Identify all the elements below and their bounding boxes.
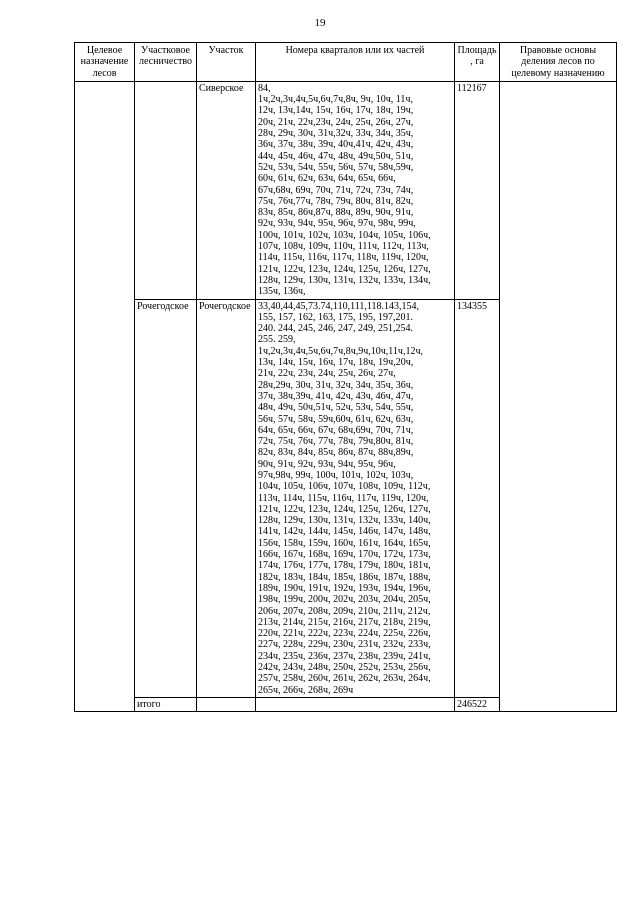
cell-quarters: 84, 1ч,2ч,3ч,4ч,5ч,6ч,7ч,8ч, 9ч, 10ч, 11ч, 12ч, 13ч,14ч, 15ч, 16ч, 17ч, 18ч, 19ч, 20ч, 21ч, 22ч,23ч, 24ч, 25ч, 26ч, 27ч, 28ч, 29ч, 30ч, 31ч,32ч, 33ч, 34ч, 35ч, 36ч, 37ч, 38ч, 39ч, 40ч,41ч, 42ч, 43ч, 44ч, 45ч, 46ч, 47ч, 48ч, 49ч,50ч, 51ч, 52ч, 53ч, 54ч, 55ч, 56ч, 57ч, 58ч,59ч, 60ч, 61ч, 62ч, 63ч, 64ч, 65ч, 66ч, 67ч,68ч, 69ч, 70ч, 71ч, 72ч, 73ч, 74ч, 75ч, 76ч,77ч, 78ч, 79ч, 80ч, 81ч, 82ч, 83ч, 85ч, 86ч,87ч, 88ч, 89ч, 90ч, 91ч, 92ч, 93ч, 94ч, 95ч, 96ч, 97ч, 98ч, 99ч, 100ч, 101ч, 102ч, 103ч, 104ч, 105ч, 106ч, 107ч, 108ч, 109ч, 110ч, 111ч, 112ч, 113ч, 114ч, 115ч, 116ч, 117ч, 118ч, 119ч, 120ч, 121ч, 122ч, 123ч, 124ч, 125ч, 126ч, 127ч, 128ч, 129ч, 130ч, 131ч, 132ч, 133ч, 134ч, 135ч, 136ч, — [256, 81, 455, 299]
cell-site: Сиверское — [197, 81, 256, 299]
cell-total-area: 246522 — [455, 697, 500, 711]
header-legal-basis: Правовые основы деления лесов по целевому назначению — [500, 43, 617, 82]
cell-total-label: итого — [135, 697, 197, 711]
forest-division-table — [74, 42, 617, 712]
header-quarters: Номера кварталов или их частей — [256, 43, 455, 82]
page-number: 19 — [314, 17, 326, 29]
cell-total-empty — [197, 697, 256, 711]
header-forestry: Участковое лесничество — [135, 43, 197, 82]
header-site: Участок — [197, 43, 256, 82]
header-area: Площадь, га — [455, 43, 500, 82]
cell-quarters: 33,40,44,45,73.74,110,111,118.143,154, 155, 157, 162, 163, 175, 195, 197,201. 240. 244, 245, 246, 247, 249, 251,254. 255. 259, 1ч,2ч,3ч,4ч,5ч,6ч,7ч,8ч,9ч,10ч,11ч,12ч, 13ч, 14ч, 15ч, 16ч, 17ч, 18ч, 19ч,20ч, 21ч, 22ч, 23ч, 24ч, 25ч, 26ч, 27ч, 28ч,29ч, 30ч, 31ч, 32ч, 34ч, 35ч, 36ч, 37ч, 38ч,39ч, 41ч, 42ч, 43ч, 46ч, 47ч, 48ч, 49ч, 50ч,51ч, 52ч, 53ч, 54ч, 55ч, 56ч, 57ч, 58ч, 59ч,60ч, 61ч, 62ч, 63ч, 64ч, 65ч, 66ч, 67ч, 68ч,69ч, 70ч, 71ч, 72ч, 75ч, 76ч, 77ч, 78ч, 79ч,80ч, 81ч, 82ч, 83ч, 84ч, 85ч, 86ч, 87ч, 88ч,89ч, 90ч, 91ч, 92ч, 93ч, 94ч, 95ч, 96ч, 97ч,98ч, 99ч, 100ч, 101ч, 102ч, 103ч, 104ч, 105ч, 106ч, 107ч, 108ч, 109ч, 112ч, 113ч, 114ч, 115ч, 116ч, 117ч, 119ч, 120ч, 121ч, 122ч, 123ч, 124ч, 125ч, 126ч, 127ч, 128ч, 129ч, 130ч, 131ч, 132ч, 133ч, 140ч, 141ч, 142ч, 144ч, 145ч, 146ч, 147ч, 148ч, 156ч, 158ч, 159ч, 160ч, 161ч, 164ч, 165ч, 166ч, 167ч, 168ч, 169ч, 170ч, 172ч, 173ч, 174ч, 176ч, 177ч, 178ч, 179ч, 180ч, 181ч, 182ч, 183ч, 184ч, 185ч, 186ч, 187ч, 188ч, 189ч, 190ч, 191ч, 192ч, 193ч, 194ч, 196ч, 198ч, 199ч, 200ч, 202ч, 203ч, 204ч, 205ч, 206ч, 207ч, 208ч, 209ч, 210ч, 211ч, 212ч, 213ч, 214ч, 215ч, 216ч, 217ч, 218ч, 219ч, 220ч, 221ч, 222ч, 223ч, 224ч, 225ч, 226ч, 227ч, 228ч, 229ч, 230ч, 231ч, 232ч, 233ч, 234ч, 235ч, 236ч, 237ч, 238ч, 239ч, 241ч, 242ч, 243ч, 248ч, 250ч, 252ч, 253ч, 256ч, 257ч, 258ч, 260ч, 261ч, 262ч, 263ч, 264ч, 265ч, 266ч, 268ч, 269ч — [256, 299, 455, 697]
cell-forestry — [135, 81, 197, 299]
cell-legal-basis — [500, 81, 617, 711]
cell-total-empty — [256, 697, 455, 711]
cell-area: 134355 — [455, 299, 500, 697]
table-header-row — [75, 43, 617, 82]
header-purpose: Целевое назначение лесов — [75, 43, 135, 82]
cell-site: Рочегодское — [197, 299, 256, 697]
cell-area: 112167 — [455, 81, 500, 299]
table-row-siverskoe — [75, 81, 617, 299]
cell-purpose — [75, 81, 135, 711]
cell-forestry: Рочегодское — [135, 299, 197, 697]
